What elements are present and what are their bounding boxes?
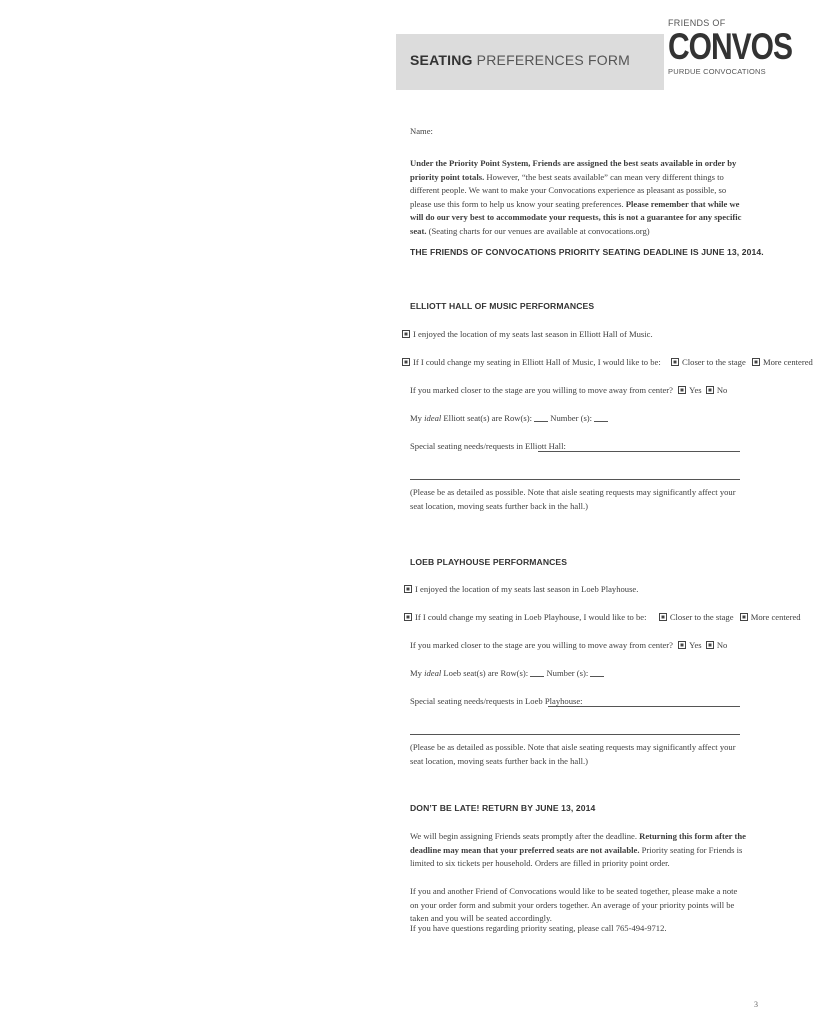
loeb-yes-checkbox[interactable] (678, 641, 686, 649)
elliott-special-field[interactable] (538, 451, 740, 452)
loeb-number-label: Number (s): (546, 668, 589, 678)
logo-bottom-text: PURDUE CONVOCATIONS (668, 67, 766, 76)
elliott-move-row (410, 384, 727, 398)
elliott-change-checkbox[interactable] (402, 358, 410, 366)
intro-text-1: However, “the best seats available” can mean very different things to different people. We want to make your Convocations experience as pleasant as possible, so please use this form to help us know your seating preferences. (410, 171, 727, 209)
logo-main-text: CONVOS (668, 26, 793, 68)
loeb-ideal-suffix: Loeb seat(s) are Row(s): (441, 668, 529, 678)
title-bold: SEATING (410, 52, 473, 68)
loeb-special-field-2[interactable] (410, 734, 740, 735)
elliott-no-label: No (716, 385, 728, 395)
page-title (410, 52, 630, 68)
elliott-note: (Please be as detailed as possible. Note that aisle seating requests may significantly affect your seat location, moving seats further back in the hall.) (410, 487, 736, 511)
intro-text-2: (Seating charts for our venues are available at convocations.org) (426, 225, 650, 236)
elliott-move-question: If you marked closer to the stage are you willing to move away from center? (410, 385, 673, 395)
loeb-change-label: If I could change my seating in Loeb Playhouse, I would like to be: (415, 612, 647, 622)
intro-paragraph (410, 157, 745, 238)
loeb-special-label: Special seating needs/requests in Loeb Playhouse: (410, 696, 583, 706)
elliott-centered-label: More centered (762, 357, 813, 367)
elliott-centered-checkbox[interactable] (752, 358, 760, 366)
loeb-change-row (404, 611, 801, 625)
late-p1-text2: Priority seating for Friends is limited to six tickets per household. Orders are filled in priority point order. (410, 844, 743, 868)
elliott-change-label: If I could change my seating in Elliott Hall of Music, I would like to be: (413, 357, 661, 367)
elliott-number-field[interactable] (594, 421, 608, 422)
deadline-notice: THE FRIENDS OF CONVOCATIONS PRIORITY SEATING DEADLINE IS JUNE 13, 2014. (410, 247, 764, 257)
elliott-special-field-2[interactable] (410, 479, 740, 480)
loeb-ideal-prefix: My (410, 668, 425, 678)
elliott-closer-label: Closer to the stage (682, 357, 746, 367)
loeb-ideal-em: ideal (424, 668, 442, 678)
loeb-centered-label: More centered (750, 612, 801, 622)
loeb-no-label: No (716, 640, 728, 650)
logo-top-text: FRIENDS OF (668, 18, 726, 28)
loeb-closer-checkbox[interactable] (659, 613, 667, 621)
intro-bold-2: Please remember that while we will do our very best to accommodate your requests, this is not a guarantee for any specific seat. (410, 198, 742, 236)
elliott-ideal-suffix: Elliott seat(s) are Row(s): (441, 413, 532, 423)
elliott-enjoyed-checkbox[interactable] (402, 330, 410, 338)
loeb-move-row (410, 639, 727, 653)
elliott-special-label: Special seating needs/requests in Elliott Hall: (410, 441, 566, 451)
elliott-ideal-row (410, 412, 608, 426)
elliott-number-label: Number (s): (550, 413, 593, 423)
convos-logo (668, 18, 793, 92)
elliott-yes-checkbox[interactable] (678, 386, 686, 394)
loeb-special-field[interactable] (548, 706, 740, 707)
page-number: 3 (754, 1000, 758, 1009)
loeb-no-checkbox[interactable] (706, 641, 714, 649)
elliott-yes-label: Yes (689, 385, 702, 395)
intro-bold-1: Under the Priority Point System, Friends are assigned the best seats available in order by priority point totals. (410, 158, 737, 182)
late-heading: DON’T BE LATE! RETURN BY JUNE 13, 2014 (410, 803, 596, 813)
elliott-enjoyed-row[interactable] (402, 328, 653, 342)
loeb-enjoyed-checkbox[interactable] (404, 585, 412, 593)
late-p1-bold: Returning this form after the deadline may mean that your preferred seats are not available. (410, 831, 746, 855)
elliott-ideal-prefix: My (410, 413, 425, 423)
name-label: Name: (410, 126, 433, 136)
elliott-ideal-em: ideal (424, 413, 442, 423)
loeb-ideal-row (410, 667, 604, 681)
loeb-enjoyed-label: I enjoyed the location of my seats last season in Loeb Playhouse. (415, 584, 639, 594)
loeb-note: (Please be as detailed as possible. Note that aisle seating requests may significantly affect your seat location, moving seats further back in the hall.) (410, 742, 736, 766)
loeb-number-field[interactable] (590, 676, 604, 677)
loeb-heading: LOEB PLAYHOUSE PERFORMANCES (410, 557, 568, 567)
loeb-row-field[interactable] (530, 676, 544, 677)
elliott-row-field[interactable] (534, 421, 548, 422)
late-paragraph-3: If you have questions regarding priority seating, please call 765-494-9712. (410, 923, 667, 933)
loeb-change-checkbox[interactable] (404, 613, 412, 621)
late-p1-text1: We will begin assigning Friends seats promptly after the deadline. (410, 831, 640, 841)
elliott-closer-checkbox[interactable] (671, 358, 679, 366)
late-paragraph-2: If you and another Friend of Convocations would like to be seated together, please make a note on your order form and submit your orders together. An average of your priority points will be taken and you will be seated accordingly. (410, 886, 738, 923)
loeb-closer-label: Closer to the stage (669, 612, 734, 622)
elliott-enjoyed-label: I enjoyed the location of my seats last season in Elliott Hall of Music. (413, 329, 653, 339)
loeb-centered-checkbox[interactable] (740, 613, 748, 621)
elliott-heading: ELLIOTT HALL OF MUSIC PERFORMANCES (410, 301, 595, 311)
loeb-yes-label: Yes (689, 640, 702, 650)
loeb-enjoyed-row[interactable] (404, 583, 638, 597)
late-paragraph-1 (410, 830, 748, 871)
title-rest: PREFERENCES FORM (472, 52, 631, 68)
elliott-change-row (402, 356, 813, 370)
loeb-move-question: If you marked closer to the stage are you willing to move away from center? (410, 640, 673, 650)
elliott-no-checkbox[interactable] (706, 386, 714, 394)
